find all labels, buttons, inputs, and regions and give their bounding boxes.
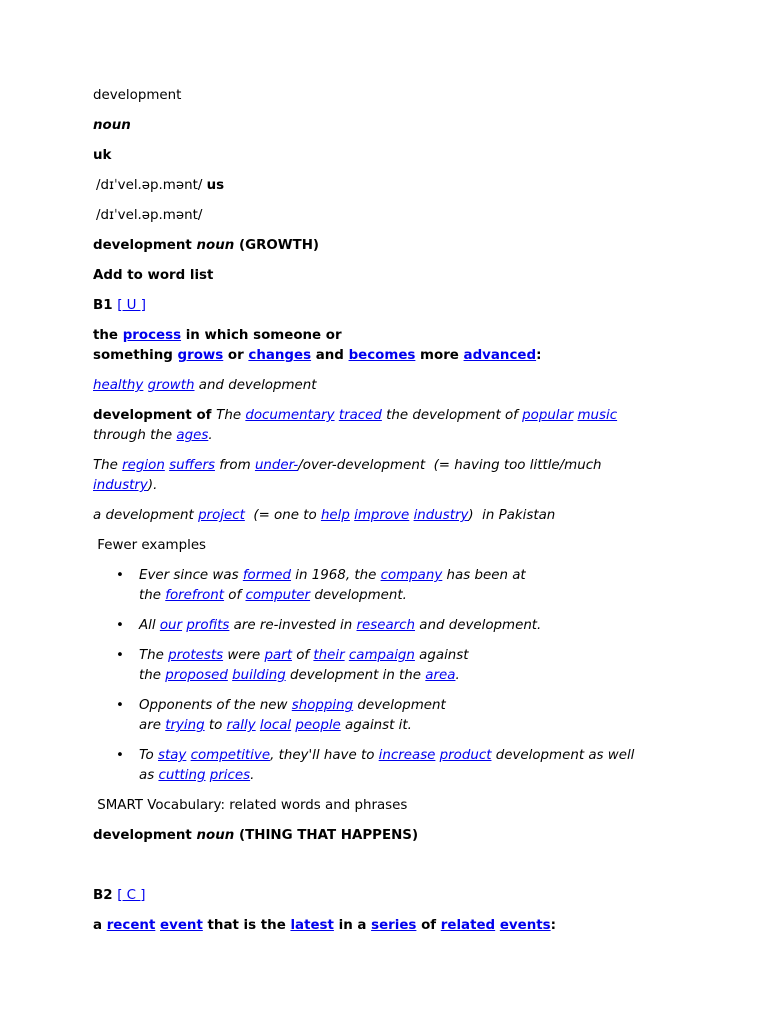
more-examples-list (93, 566, 653, 786)
text-run: . (455, 668, 460, 683)
text-run: development as well (491, 748, 635, 763)
sense-heading-thing-that-happens (93, 826, 653, 846)
text-run: of (224, 588, 246, 603)
word-link[interactable]: stay (157, 748, 187, 763)
word-link[interactable]: becomes (348, 348, 416, 363)
word-link[interactable]: forefront (165, 588, 225, 603)
list-item (93, 696, 609, 736)
text-run: to (204, 718, 227, 733)
sense-guideword: (GROWTH) (238, 238, 320, 253)
text-run: Ever since was (139, 568, 243, 583)
us-ipa: /dɪˈvel.əp.mənt/ (96, 208, 203, 223)
fewer-examples-toggle[interactable]: Fewer examples (93, 538, 207, 553)
sense-heading-word: development (93, 238, 192, 253)
add-to-word-list-link[interactable]: Add to word list (93, 268, 214, 283)
text-run: development in the (285, 668, 426, 683)
word-link[interactable]: profits (186, 618, 230, 633)
example-sentence (139, 748, 634, 783)
uk-label: uk (93, 148, 112, 163)
word-link[interactable]: under- (254, 458, 299, 473)
sense-heading-word: development (93, 828, 192, 843)
word-link[interactable]: rally (226, 718, 256, 733)
text-run: , they'll have to (270, 748, 379, 763)
word-link[interactable]: music (577, 408, 618, 423)
word-link[interactable]: project (198, 508, 245, 523)
text-run: (= one to (244, 508, 321, 523)
word-link[interactable]: healthy (93, 378, 144, 393)
word-link[interactable]: formed (242, 568, 292, 583)
text-run: : (536, 348, 542, 363)
list-item (93, 746, 639, 786)
text-run: a development (93, 508, 199, 523)
word-link[interactable]: industry (93, 478, 148, 493)
example-sentence (93, 456, 653, 496)
word-link[interactable]: recent (106, 918, 156, 933)
bullet-icon: • (116, 568, 124, 583)
example-sentence (93, 376, 653, 396)
text-run: ). (147, 478, 158, 493)
word-link[interactable]: changes (248, 348, 312, 363)
text-run: development (353, 698, 446, 713)
text-run: more (415, 348, 464, 363)
headword: development (93, 88, 182, 103)
bullet-icon: • (116, 618, 124, 633)
definition-growth (93, 326, 653, 366)
word-link[interactable]: popular (522, 408, 574, 423)
smart-vocabulary-link[interactable]: SMART Vocabulary: related words and phrases (93, 798, 408, 813)
text-run: has been at (442, 568, 526, 583)
word-link[interactable]: company (380, 568, 443, 583)
text-run: a (93, 918, 107, 933)
word-link[interactable]: computer (245, 588, 311, 603)
dictionary-entry (93, 86, 653, 946)
example-sentence (139, 568, 526, 603)
text-run: : (550, 918, 556, 933)
uk-pronunciation-line (93, 176, 653, 196)
word-link[interactable]: local (259, 718, 292, 733)
sense-level-line (93, 886, 653, 906)
sense-heading-growth (93, 236, 653, 256)
text-run: the (139, 668, 166, 683)
cefr-level-badge: B2 (93, 888, 113, 903)
text-run: the development of (381, 408, 523, 423)
word-link[interactable]: trying (165, 718, 205, 733)
word-link[interactable]: proposed (165, 668, 228, 683)
text-run: of (291, 648, 314, 663)
text-run: of (416, 918, 441, 933)
text-run: or (223, 348, 249, 363)
word-link[interactable]: help (320, 508, 350, 523)
list-item (93, 646, 609, 686)
text-run: The (93, 458, 123, 473)
text-run: the (139, 588, 166, 603)
text-run: from (214, 458, 255, 473)
word-link[interactable]: people (295, 718, 341, 733)
text-run: and (311, 348, 349, 363)
word-link[interactable]: building (232, 668, 286, 683)
word-link[interactable]: shopping (291, 698, 354, 713)
list-item (93, 616, 609, 636)
sense-heading-pos: noun (196, 238, 235, 253)
list-item (93, 566, 609, 606)
definition-thing-that-happens (93, 916, 653, 936)
word-link[interactable]: grows (177, 348, 224, 363)
uk-ipa: /dɪˈvel.əp.mənt/ (96, 178, 203, 193)
bullet-icon: • (116, 698, 124, 713)
word-link[interactable]: area (425, 668, 456, 683)
sense-heading-pos: noun (196, 828, 235, 843)
part-of-speech: noun (93, 118, 131, 133)
text-run: development. (310, 588, 407, 603)
word-link[interactable]: prices (209, 768, 251, 783)
word-link[interactable]: campaign (348, 648, 415, 663)
word-link[interactable]: part (264, 648, 292, 663)
word-link[interactable]: region (122, 458, 165, 473)
word-link[interactable]: latest (290, 918, 334, 933)
text-run: To (139, 748, 158, 763)
text-run: and development (194, 378, 317, 393)
word-link[interactable]: advanced (463, 348, 537, 363)
us-label: us (206, 178, 225, 193)
text-run: against (414, 648, 469, 663)
text-run: were (223, 648, 265, 663)
word-link[interactable]: their (313, 648, 345, 663)
text-run: as (139, 768, 159, 783)
text-run: Opponents of the new (139, 698, 292, 713)
text-run: ) in Pakistan (468, 508, 556, 523)
word-link[interactable]: research (356, 618, 416, 633)
word-link[interactable]: product (439, 748, 492, 763)
example-sentence (93, 406, 653, 446)
text-run: the (93, 328, 123, 343)
word-link[interactable]: traced (338, 408, 382, 423)
word-link[interactable]: related (440, 918, 496, 933)
word-link[interactable]: ages (176, 428, 209, 443)
sense-guideword: (THING THAT HAPPENS) (238, 828, 419, 843)
word-link[interactable]: event (160, 918, 203, 933)
text-run: something (93, 348, 178, 363)
word-link[interactable]: growth (147, 378, 195, 393)
example-sentence (139, 618, 541, 633)
bullet-icon: • (116, 648, 124, 663)
word-link[interactable]: increase (378, 748, 436, 763)
text-run: against it. (340, 718, 412, 733)
sense-level-line (93, 296, 653, 316)
word-link[interactable]: documentary (245, 408, 335, 423)
word-link[interactable]: industry (413, 508, 469, 523)
text-run: . (250, 768, 255, 783)
text-run: The (139, 648, 169, 663)
text-run: are (139, 718, 166, 733)
example-sentence (139, 698, 446, 733)
word-link[interactable]: our (159, 618, 183, 633)
word-link[interactable]: events (499, 918, 551, 933)
example-sentence (93, 506, 653, 526)
text-run: /over-development (= having too little/much (298, 458, 606, 473)
cefr-level-badge: B1 (93, 298, 113, 313)
text-run: development of (93, 408, 217, 423)
word-link[interactable]: suffers (169, 458, 215, 473)
example-sentence (139, 648, 469, 683)
word-link[interactable]: competitive (190, 748, 271, 763)
text-run: The (216, 408, 246, 423)
text-run: and development. (415, 618, 542, 633)
word-link[interactable]: improve (354, 508, 410, 523)
text-run: are re-invested in (229, 618, 357, 633)
text-run: . (208, 428, 213, 443)
word-link[interactable]: series (371, 918, 417, 933)
word-link[interactable]: process (122, 328, 182, 343)
text-run: in which someone or (181, 328, 342, 343)
grammar-code-link[interactable]: [ U ] (117, 298, 146, 313)
grammar-code-link[interactable]: [ C ] (117, 888, 146, 903)
text-run: that is the (202, 918, 291, 933)
text-run: through the (93, 408, 622, 443)
examples-growth (93, 376, 653, 526)
word-link[interactable]: protests (168, 648, 224, 663)
text-run: in 1968, the (291, 568, 381, 583)
text-run: in a (333, 918, 372, 933)
word-link[interactable]: cutting (158, 768, 206, 783)
bullet-icon: • (116, 748, 124, 763)
text-run: All (139, 618, 160, 633)
